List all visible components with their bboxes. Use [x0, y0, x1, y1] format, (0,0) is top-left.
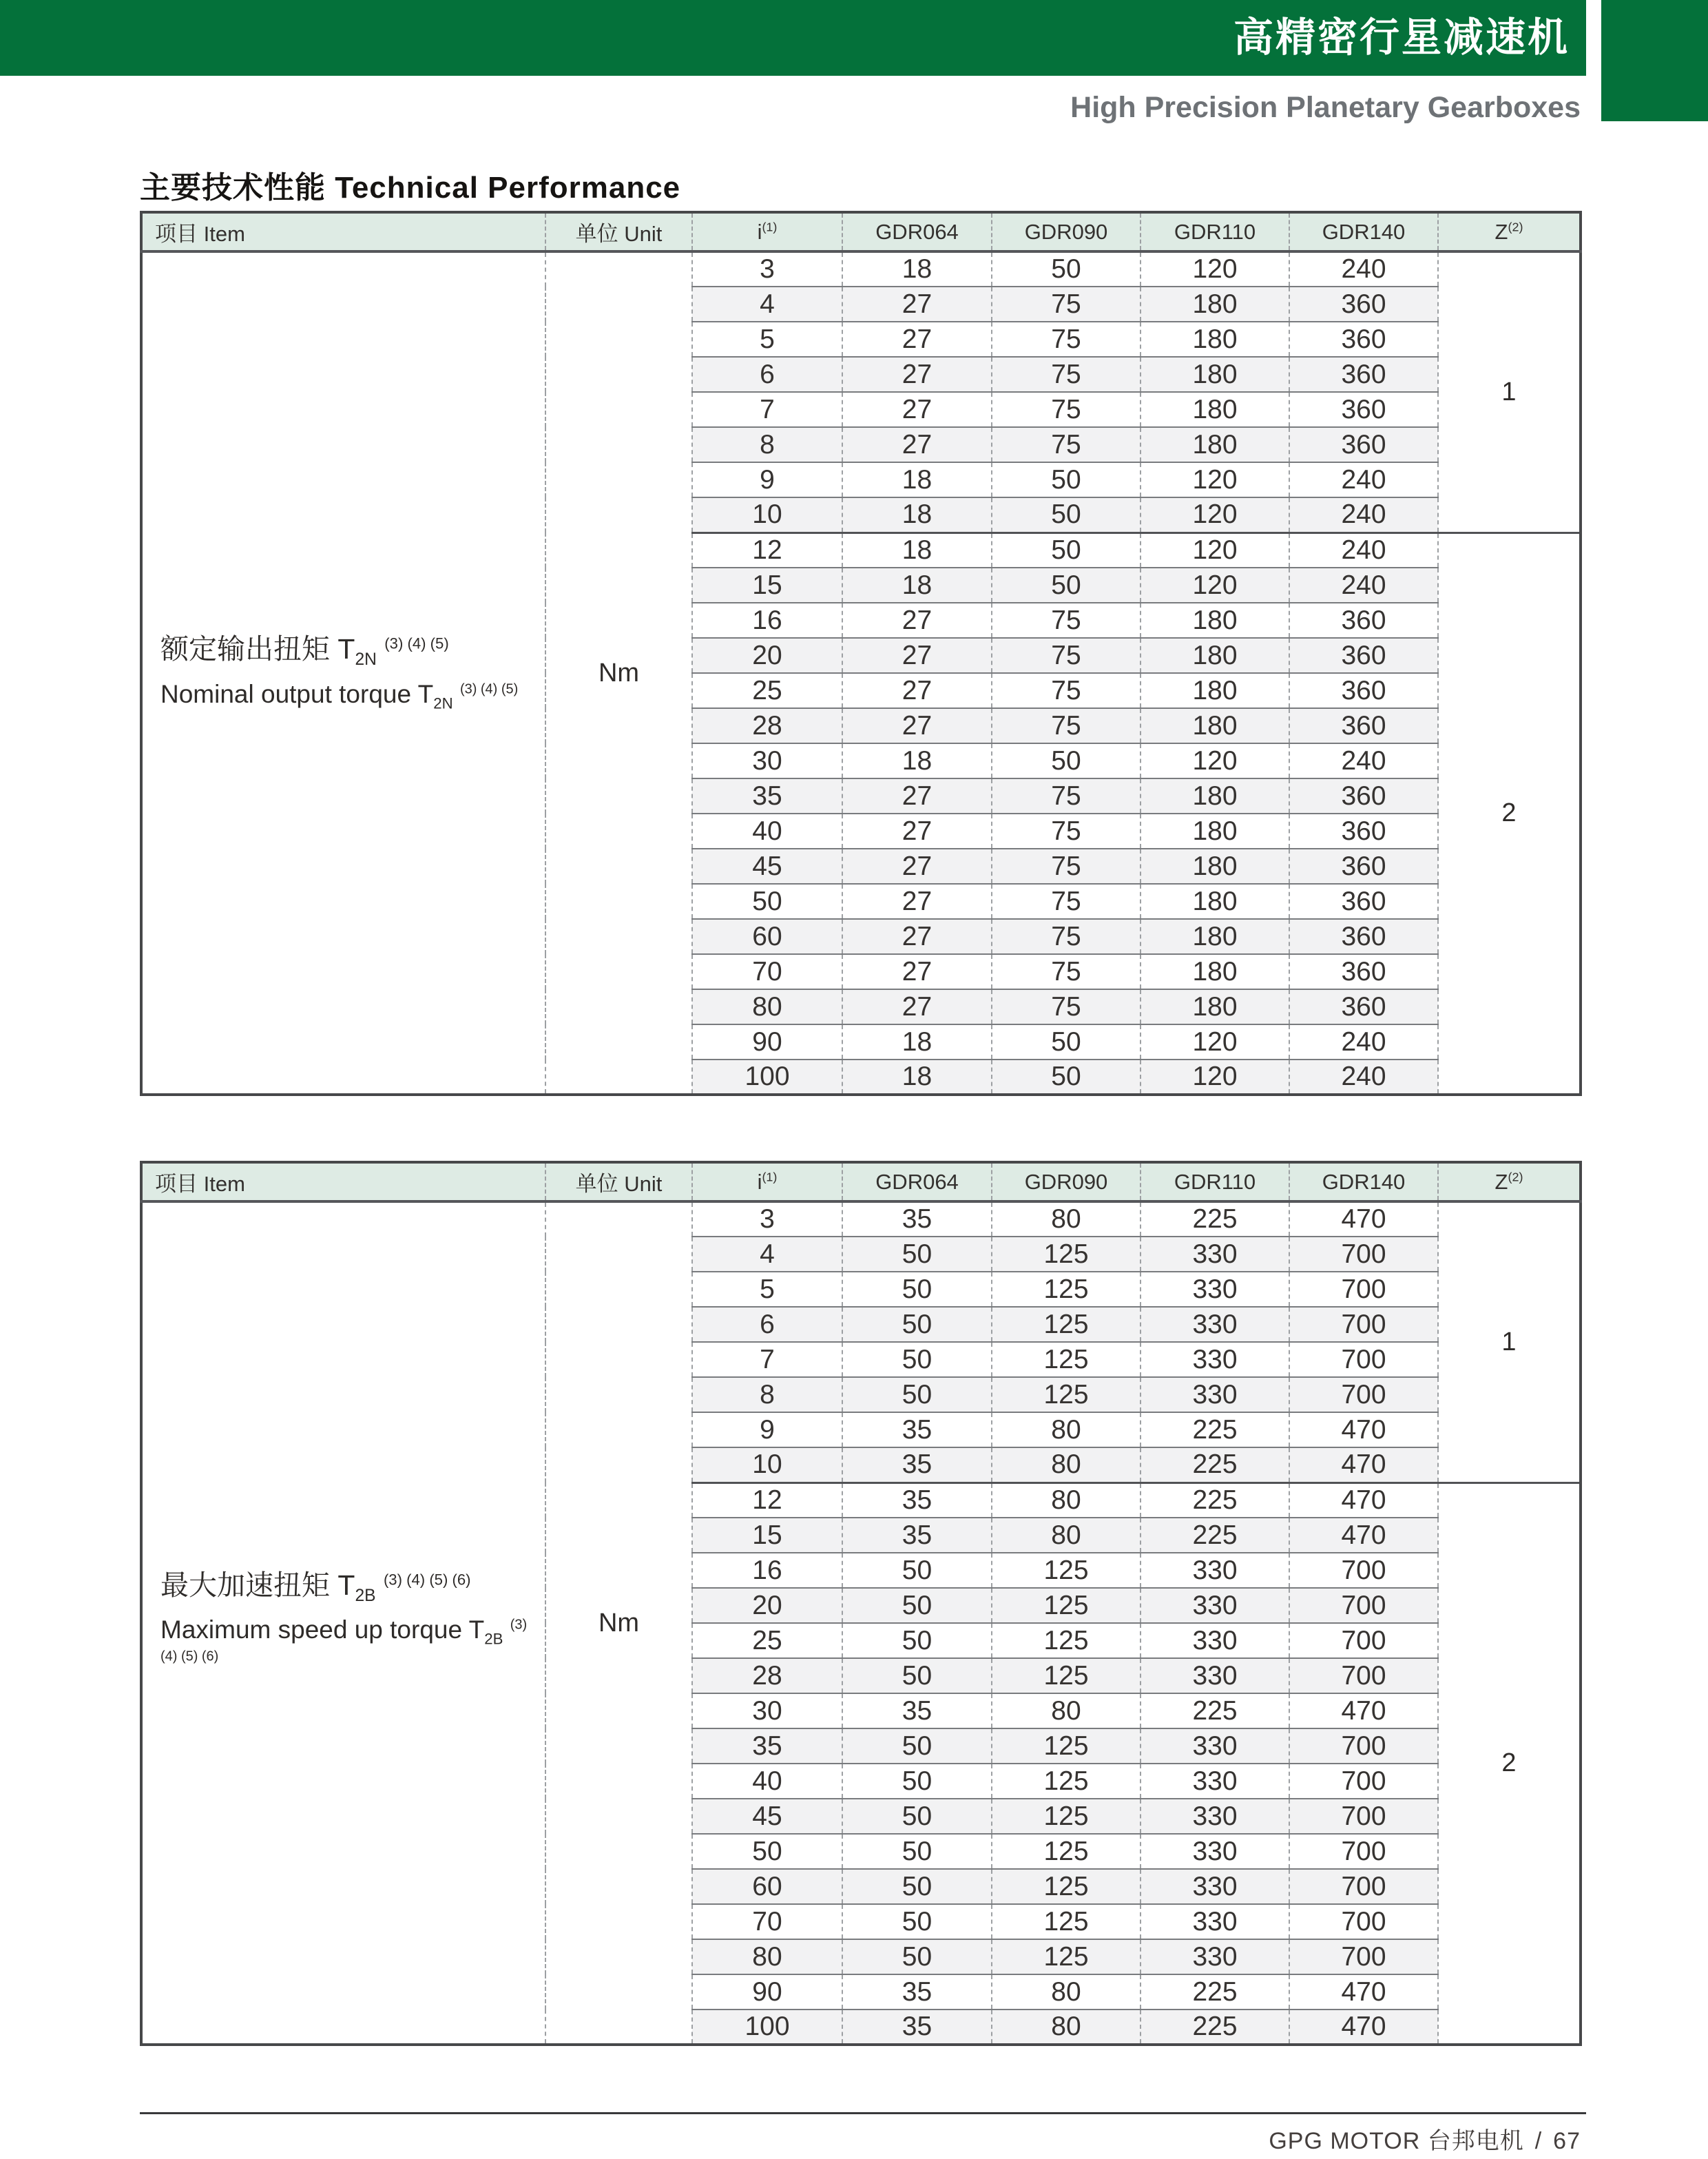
- torque-value-cell: 50: [842, 1588, 992, 1623]
- torque-value-cell: 700: [1289, 1623, 1438, 1658]
- torque-value-cell: 225: [1141, 1483, 1289, 1518]
- torque-value-cell: 240: [1289, 533, 1438, 568]
- ratio-cell: 80: [692, 1939, 842, 1974]
- ratio-cell: 7: [692, 1342, 842, 1377]
- col-header-ratio: $i^{(1)}$: [692, 1162, 842, 1201]
- col-header-model-1: GDR090: [992, 212, 1141, 251]
- ratio-cell: 15: [692, 568, 842, 603]
- footer-rule: [140, 2112, 1586, 2114]
- torque-value-cell: 330: [1141, 1588, 1289, 1623]
- torque-value-cell: 125: [992, 1799, 1141, 1834]
- torque-value-cell: 330: [1141, 1658, 1289, 1693]
- torque-value-cell: 75: [992, 814, 1141, 849]
- torque-value-cell: 35: [842, 1412, 992, 1447]
- col-header-z: $Z^{(2)}$: [1438, 212, 1581, 251]
- torque-value-cell: 125: [992, 1764, 1141, 1799]
- ratio-cell: 3: [692, 1201, 842, 1237]
- table-row: [141, 251, 1581, 287]
- torque-value-cell: 125: [992, 1623, 1141, 1658]
- item-label-cn: 额定输出扭矩 $T_{2N}$ $^{(3) (4) (5)}$: [160, 633, 449, 670]
- torque-value-cell: 18: [842, 251, 992, 287]
- ratio-cell: 45: [692, 1799, 842, 1834]
- ratio-cell: 60: [692, 919, 842, 954]
- torque-value-cell: 360: [1289, 392, 1438, 427]
- torque-value-cell: 75: [992, 638, 1141, 673]
- torque-value-cell: 125: [992, 1904, 1141, 1939]
- col-header-unit: 单位 Unit: [545, 212, 692, 251]
- ratio-cell: 8: [692, 427, 842, 462]
- torque-value-cell: 700: [1289, 1658, 1438, 1693]
- torque-value-cell: 75: [992, 427, 1141, 462]
- torque-value-cell: 700: [1289, 1939, 1438, 1974]
- item-label-cell: [141, 1201, 545, 2045]
- ratio-cell: 6: [692, 357, 842, 392]
- col-header-model-0: GDR064: [842, 212, 992, 251]
- torque-value-cell: 700: [1289, 1728, 1438, 1764]
- torque-value-cell: 700: [1289, 1307, 1438, 1342]
- ratio-cell: 100: [692, 2010, 842, 2045]
- torque-value-cell: 470: [1289, 2010, 1438, 2045]
- ratio-cell: 30: [692, 743, 842, 778]
- torque-value-cell: 75: [992, 322, 1141, 357]
- torque-value-cell: 360: [1289, 814, 1438, 849]
- torque-value-cell: 360: [1289, 673, 1438, 708]
- torque-value-cell: 80: [992, 1518, 1141, 1553]
- torque-value-cell: 120: [1141, 251, 1289, 287]
- ratio-cell: 70: [692, 1904, 842, 1939]
- torque-value-cell: 360: [1289, 357, 1438, 392]
- torque-value-cell: 75: [992, 392, 1141, 427]
- torque-value-cell: 360: [1289, 954, 1438, 989]
- torque-value-cell: 700: [1289, 1377, 1438, 1412]
- ratio-cell: 4: [692, 287, 842, 322]
- ratio-cell: 3: [692, 251, 842, 287]
- torque-value-cell: 330: [1141, 1307, 1289, 1342]
- torque-value-cell: 50: [992, 462, 1141, 497]
- torque-value-cell: 700: [1289, 1764, 1438, 1799]
- ratio-cell: 12: [692, 533, 842, 568]
- torque-value-cell: 50: [992, 533, 1141, 568]
- torque-value-cell: 120: [1141, 743, 1289, 778]
- torque-value-cell: 75: [992, 954, 1141, 989]
- item-label-en: Nominal output torque $T_{2N}$ $^{(3) (4) (5)}$: [160, 679, 519, 712]
- item-label-cn: 最大加速扭矩 $T_{2B}$ $^{(3) (4) (5) (6)}$: [160, 1569, 471, 1606]
- torque-value-cell: 180: [1141, 849, 1289, 884]
- torque-value-cell: 50: [842, 1799, 992, 1834]
- torque-value-cell: 27: [842, 849, 992, 884]
- torque-value-cell: 18: [842, 462, 992, 497]
- ratio-cell: 30: [692, 1693, 842, 1728]
- ratio-cell: 9: [692, 462, 842, 497]
- torque-value-cell: 360: [1289, 322, 1438, 357]
- torque-value-cell: 240: [1289, 497, 1438, 533]
- torque-value-cell: 180: [1141, 287, 1289, 322]
- torque-value-cell: 27: [842, 427, 992, 462]
- footer-page-number: 67: [1553, 2128, 1581, 2154]
- col-header-unit: 单位 Unit: [545, 1162, 692, 1201]
- torque-value-cell: 470: [1289, 1447, 1438, 1483]
- ratio-cell: 90: [692, 1024, 842, 1060]
- torque-value-cell: 35: [842, 1483, 992, 1518]
- item-label-en: Maximum speed up torque $T_{2B}$ $^{(3) (4) (5) (6)}$: [160, 1615, 528, 1664]
- torque-value-cell: 700: [1289, 1904, 1438, 1939]
- torque-value-cell: 27: [842, 778, 992, 814]
- torque-value-cell: 27: [842, 673, 992, 708]
- ratio-cell: 35: [692, 1728, 842, 1764]
- unit-cell: Nm: [545, 1201, 692, 2045]
- corner-green-block: [1601, 0, 1708, 121]
- torque-value-cell: 27: [842, 919, 992, 954]
- item-label-cell: [141, 251, 545, 1095]
- torque-value-cell: 330: [1141, 1904, 1289, 1939]
- table-header-row: [141, 212, 1581, 251]
- torque-value-cell: 125: [992, 1237, 1141, 1272]
- ratio-cell: 5: [692, 1272, 842, 1307]
- torque-value-cell: 330: [1141, 1272, 1289, 1307]
- torque-value-cell: 240: [1289, 251, 1438, 287]
- torque-value-cell: 125: [992, 1272, 1141, 1307]
- torque-value-cell: 360: [1289, 708, 1438, 743]
- torque-value-cell: 125: [992, 1939, 1141, 1974]
- torque-value-cell: 470: [1289, 1693, 1438, 1728]
- ratio-cell: 8: [692, 1377, 842, 1412]
- col-header-model-1: GDR090: [992, 1162, 1141, 1201]
- ratio-cell: 40: [692, 1764, 842, 1799]
- torque-value-cell: 360: [1289, 638, 1438, 673]
- unit-cell: Nm: [545, 251, 692, 1095]
- z-stage-cell: 2: [1438, 1483, 1581, 2045]
- torque-value-cell: 50: [842, 1764, 992, 1799]
- footer: [140, 2122, 1581, 2156]
- ratio-cell: 35: [692, 778, 842, 814]
- torque-value-cell: 50: [842, 1904, 992, 1939]
- torque-value-cell: 18: [842, 1024, 992, 1060]
- torque-value-cell: 18: [842, 1060, 992, 1095]
- torque-value-cell: 330: [1141, 1869, 1289, 1904]
- torque-value-cell: 27: [842, 357, 992, 392]
- torque-value-cell: 75: [992, 673, 1141, 708]
- torque-value-cell: 180: [1141, 322, 1289, 357]
- col-header-item: 项目 Item: [141, 212, 545, 251]
- torque-value-cell: 80: [992, 2010, 1141, 2045]
- ratio-cell: 40: [692, 814, 842, 849]
- footer-divider: /: [1534, 2128, 1543, 2154]
- ratio-cell: 16: [692, 1553, 842, 1588]
- torque-value-cell: 50: [842, 1307, 992, 1342]
- torque-value-cell: 50: [992, 1060, 1141, 1095]
- col-header-ratio: $i^{(1)}$: [692, 212, 842, 251]
- ratio-cell: 45: [692, 849, 842, 884]
- ratio-cell: 4: [692, 1237, 842, 1272]
- torque-value-cell: 180: [1141, 357, 1289, 392]
- torque-value-cell: 700: [1289, 1834, 1438, 1869]
- ratio-cell: 80: [692, 989, 842, 1024]
- torque-value-cell: 50: [842, 1869, 992, 1904]
- torque-value-cell: 27: [842, 392, 992, 427]
- torque-value-cell: 240: [1289, 743, 1438, 778]
- torque-value-cell: 75: [992, 357, 1141, 392]
- torque-value-cell: 75: [992, 778, 1141, 814]
- torque-value-cell: 50: [842, 1834, 992, 1869]
- torque-value-cell: 330: [1141, 1377, 1289, 1412]
- ratio-cell: 100: [692, 1060, 842, 1095]
- torque-value-cell: 80: [992, 1412, 1141, 1447]
- torque-value-cell: 18: [842, 743, 992, 778]
- torque-value-cell: 50: [992, 568, 1141, 603]
- torque-value-cell: 225: [1141, 1201, 1289, 1237]
- page-title-cn: 高精密行星减速机: [1233, 15, 1570, 60]
- torque-value-cell: 27: [842, 287, 992, 322]
- torque-value-cell: 240: [1289, 462, 1438, 497]
- torque-value-cell: 125: [992, 1307, 1141, 1342]
- torque-value-cell: 700: [1289, 1272, 1438, 1307]
- section-title: 主要技术性能 Technical Performance: [140, 171, 681, 205]
- ratio-cell: 6: [692, 1307, 842, 1342]
- torque-value-cell: 50: [842, 1658, 992, 1693]
- torque-value-cell: 50: [842, 1623, 992, 1658]
- torque-value-cell: 180: [1141, 778, 1289, 814]
- torque-value-cell: 180: [1141, 427, 1289, 462]
- torque-value-cell: 330: [1141, 1237, 1289, 1272]
- torque-value-cell: 360: [1289, 849, 1438, 884]
- torque-value-cell: 125: [992, 1588, 1141, 1623]
- torque-value-cell: 80: [992, 1201, 1141, 1237]
- torque-value-cell: 50: [842, 1728, 992, 1764]
- torque-value-cell: 330: [1141, 1939, 1289, 1974]
- ratio-cell: 28: [692, 708, 842, 743]
- torque-value-cell: 360: [1289, 603, 1438, 638]
- torque-value-cell: 50: [842, 1553, 992, 1588]
- torque-value-cell: 180: [1141, 673, 1289, 708]
- torque-value-cell: 27: [842, 603, 992, 638]
- table-row: [141, 1201, 1581, 1237]
- torque-value-cell: 75: [992, 919, 1141, 954]
- torque-value-cell: 225: [1141, 2010, 1289, 2045]
- torque-value-cell: 700: [1289, 1237, 1438, 1272]
- torque-value-cell: 80: [992, 1974, 1141, 2010]
- torque-value-cell: 27: [842, 884, 992, 919]
- footer-brand: GPG MOTOR 台邦电机: [1269, 2128, 1524, 2154]
- torque-value-cell: 35: [842, 1693, 992, 1728]
- torque-value-cell: 180: [1141, 638, 1289, 673]
- torque-value-cell: 240: [1289, 568, 1438, 603]
- ratio-cell: 12: [692, 1483, 842, 1518]
- col-header-model-2: GDR110: [1141, 1162, 1289, 1201]
- torque-value-cell: 50: [992, 743, 1141, 778]
- torque-value-cell: 360: [1289, 778, 1438, 814]
- torque-value-cell: 240: [1289, 1060, 1438, 1095]
- torque-value-cell: 360: [1289, 287, 1438, 322]
- torque-value-cell: 330: [1141, 1342, 1289, 1377]
- torque-value-cell: 360: [1289, 989, 1438, 1024]
- torque-value-cell: 470: [1289, 1483, 1438, 1518]
- torque-value-cell: 360: [1289, 427, 1438, 462]
- torque-value-cell: 27: [842, 708, 992, 743]
- torque-value-cell: 120: [1141, 568, 1289, 603]
- torque-value-cell: 125: [992, 1658, 1141, 1693]
- torque-value-cell: 360: [1289, 919, 1438, 954]
- torque-value-cell: 35: [842, 2010, 992, 2045]
- torque-value-cell: 80: [992, 1447, 1141, 1483]
- z-stage-cell: 2: [1438, 533, 1581, 1095]
- torque-value-cell: 18: [842, 568, 992, 603]
- torque-value-cell: 330: [1141, 1728, 1289, 1764]
- torque-value-cell: 180: [1141, 392, 1289, 427]
- torque-value-cell: 125: [992, 1342, 1141, 1377]
- ratio-cell: 10: [692, 1447, 842, 1483]
- z-stage-cell: 1: [1438, 1201, 1581, 1483]
- ratio-cell: 9: [692, 1412, 842, 1447]
- col-header-model-0: GDR064: [842, 1162, 992, 1201]
- torque-value-cell: 27: [842, 814, 992, 849]
- ratio-cell: 25: [692, 673, 842, 708]
- torque-value-cell: 50: [992, 497, 1141, 533]
- torque-value-cell: 50: [842, 1342, 992, 1377]
- torque-value-cell: 330: [1141, 1834, 1289, 1869]
- ratio-cell: 16: [692, 603, 842, 638]
- torque-value-cell: 75: [992, 287, 1141, 322]
- torque-value-cell: 120: [1141, 462, 1289, 497]
- torque-value-cell: 180: [1141, 603, 1289, 638]
- torque-value-cell: 125: [992, 1377, 1141, 1412]
- torque-value-cell: 120: [1141, 1060, 1289, 1095]
- ratio-cell: 20: [692, 638, 842, 673]
- torque-value-cell: 180: [1141, 954, 1289, 989]
- torque-value-cell: 27: [842, 638, 992, 673]
- col-header-model-3: GDR140: [1289, 212, 1438, 251]
- torque-value-cell: 125: [992, 1728, 1141, 1764]
- torque-value-cell: 50: [842, 1939, 992, 1974]
- torque-value-cell: 50: [992, 1024, 1141, 1060]
- torque-value-cell: 225: [1141, 1693, 1289, 1728]
- torque-value-cell: 225: [1141, 1518, 1289, 1553]
- torque-value-cell: 35: [842, 1447, 992, 1483]
- torque-value-cell: 700: [1289, 1342, 1438, 1377]
- torque-value-cell: 330: [1141, 1764, 1289, 1799]
- maximum-speedup-torque-table: [140, 1161, 1582, 2046]
- ratio-cell: 15: [692, 1518, 842, 1553]
- col-header-item: 项目 Item: [141, 1162, 545, 1201]
- ratio-cell: 7: [692, 392, 842, 427]
- torque-value-cell: 700: [1289, 1553, 1438, 1588]
- torque-value-cell: 700: [1289, 1799, 1438, 1834]
- torque-value-cell: 180: [1141, 884, 1289, 919]
- ratio-cell: 70: [692, 954, 842, 989]
- torque-value-cell: 50: [992, 251, 1141, 287]
- col-header-model-2: GDR110: [1141, 212, 1289, 251]
- torque-value-cell: 27: [842, 954, 992, 989]
- torque-value-cell: 27: [842, 989, 992, 1024]
- torque-value-cell: 125: [992, 1553, 1141, 1588]
- ratio-cell: 25: [692, 1623, 842, 1658]
- torque-value-cell: 470: [1289, 1201, 1438, 1237]
- torque-value-cell: 75: [992, 708, 1141, 743]
- torque-value-cell: 125: [992, 1834, 1141, 1869]
- torque-value-cell: 180: [1141, 708, 1289, 743]
- ratio-cell: 10: [692, 497, 842, 533]
- torque-value-cell: 75: [992, 884, 1141, 919]
- z-stage-cell: 1: [1438, 251, 1581, 533]
- torque-value-cell: 180: [1141, 814, 1289, 849]
- torque-value-cell: 18: [842, 533, 992, 568]
- torque-value-cell: 50: [842, 1377, 992, 1412]
- ratio-cell: 5: [692, 322, 842, 357]
- header-bar: [0, 0, 1586, 76]
- torque-value-cell: 50: [842, 1272, 992, 1307]
- torque-value-cell: 120: [1141, 497, 1289, 533]
- torque-value-cell: 470: [1289, 1974, 1438, 2010]
- torque-value-cell: 35: [842, 1201, 992, 1237]
- nominal-output-torque-table: [140, 211, 1582, 1096]
- ratio-cell: 20: [692, 1588, 842, 1623]
- technical-performance-table: [140, 211, 1582, 1096]
- page-subtitle-en: High Precision Planetary Gearboxes: [1070, 91, 1581, 124]
- torque-value-cell: 80: [992, 1483, 1141, 1518]
- col-header-model-3: GDR140: [1289, 1162, 1438, 1201]
- table-header-row: [141, 1162, 1581, 1201]
- torque-value-cell: 35: [842, 1518, 992, 1553]
- torque-value-cell: 330: [1141, 1553, 1289, 1588]
- torque-value-cell: 330: [1141, 1799, 1289, 1834]
- torque-value-cell: 180: [1141, 919, 1289, 954]
- torque-value-cell: 27: [842, 322, 992, 357]
- ratio-cell: 50: [692, 884, 842, 919]
- torque-value-cell: 470: [1289, 1412, 1438, 1447]
- torque-value-cell: 240: [1289, 1024, 1438, 1060]
- torque-value-cell: 18: [842, 497, 992, 533]
- torque-value-cell: 700: [1289, 1588, 1438, 1623]
- torque-value-cell: 180: [1141, 989, 1289, 1024]
- ratio-cell: 60: [692, 1869, 842, 1904]
- torque-value-cell: 225: [1141, 1412, 1289, 1447]
- ratio-cell: 50: [692, 1834, 842, 1869]
- torque-value-cell: 225: [1141, 1447, 1289, 1483]
- torque-value-cell: 470: [1289, 1518, 1438, 1553]
- torque-value-cell: 120: [1141, 1024, 1289, 1060]
- torque-value-cell: 50: [842, 1237, 992, 1272]
- torque-value-cell: 75: [992, 849, 1141, 884]
- torque-value-cell: 120: [1141, 533, 1289, 568]
- torque-value-cell: 80: [992, 1693, 1141, 1728]
- torque-value-cell: 360: [1289, 884, 1438, 919]
- torque-value-cell: 75: [992, 989, 1141, 1024]
- torque-value-cell: 225: [1141, 1974, 1289, 2010]
- torque-value-cell: 125: [992, 1869, 1141, 1904]
- ratio-cell: 90: [692, 1974, 842, 2010]
- technical-performance-table: [140, 1161, 1582, 2046]
- torque-value-cell: 35: [842, 1974, 992, 2010]
- torque-value-cell: 75: [992, 603, 1141, 638]
- ratio-cell: 28: [692, 1658, 842, 1693]
- torque-value-cell: 700: [1289, 1869, 1438, 1904]
- torque-value-cell: 330: [1141, 1623, 1289, 1658]
- col-header-z: $Z^{(2)}$: [1438, 1162, 1581, 1201]
